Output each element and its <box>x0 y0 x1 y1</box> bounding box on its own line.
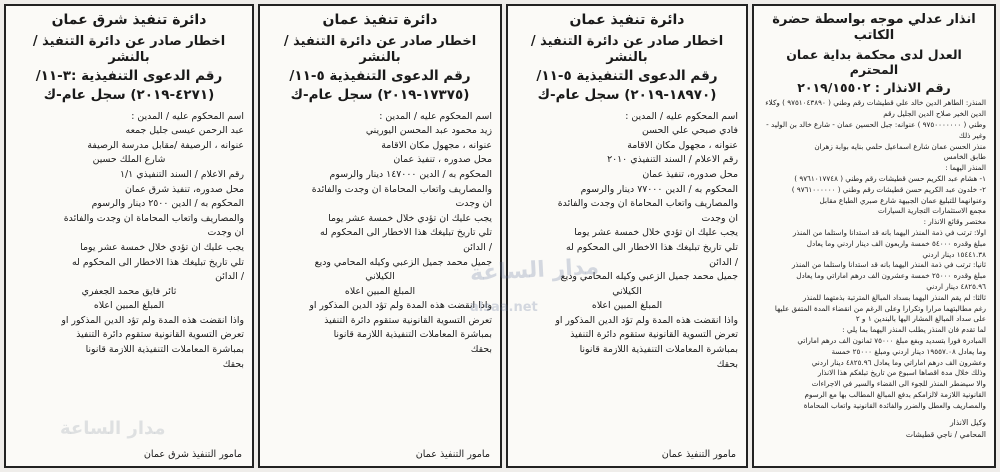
notice-line: واذا انقضت هذه المدة ولم تؤد الدين المذكور او <box>309 300 492 312</box>
legal-notice-column <box>752 4 996 468</box>
debtor-name: عبد الرحمن عيسى جليل جمعه <box>125 125 244 137</box>
notice-heading-line-1: انذار عدلي موجه بواسطة حضرة الكاتب <box>772 12 976 44</box>
notice-line: / الدائن <box>463 241 492 253</box>
notice-line: / الدائن <box>709 256 738 268</box>
notice-line: اسم المحكوم عليه / المدين : <box>379 110 492 122</box>
watermark-arabic: مدار الساعة <box>469 254 600 287</box>
notice-subtitle: اخطار صادر عن دائرة التنفيذ / بالنشر <box>32 33 226 65</box>
notice-line: رقم الاعلام / السند التنفيذي ٢٠١٠ <box>607 154 738 166</box>
notice-line: واذا انقضت هذه المدة ولم تؤد الدين المذكور او <box>555 314 738 326</box>
notice-line: / الدائن <box>215 271 244 283</box>
notice-line: المحكوم به / الدين ٢٥٠٠ دينار والرسوم <box>91 198 244 210</box>
execution-officer: مامور التنفيذ شرق عمان <box>143 449 242 460</box>
notice-line: المبلغ المبين اعلاه <box>591 300 663 312</box>
notice-line: الكيلاني <box>365 271 395 283</box>
notice-line: والمصاريف واتعاب المحاماة ان وجدت والفائدة <box>311 183 492 195</box>
notice-line: ثانيا: ترتب في ذمة المنذر اليهما بانه قد استدانا واستلما من المنذر <box>791 260 986 270</box>
notice-body <box>762 98 986 411</box>
case-register: (٤٢٧١-٢٠١٩) سجل عام-ك <box>43 86 215 103</box>
notice-line: المبلغ المبين اعلاه <box>344 285 416 297</box>
execution-notice-column <box>258 4 502 468</box>
notice-heading-line-2: العدل لدى محكمة بداية عمان المحترم <box>786 46 962 78</box>
notice-line: ١- هشام عبد الكريم حسن قطيشات رقم وطني ( ٩٧٦١٠١٧٧٤٨ ) <box>794 173 986 183</box>
notice-line: ٤٨٢٥.٩٦ دينار اردني <box>926 281 986 291</box>
notice-line: اولا: ترتب في ذمة المنذر اليهما بانه قد استدانا واستلما من المنذر <box>792 227 986 237</box>
notice-line: والا سيضطر المنذر للجوء الى القضاء والسير في الاجراءات <box>811 379 986 389</box>
notice-line: المبادرة فورا بتسديد وبفع مبلغ ٧٥٠٠٠ ثمانون الف درهم اماراتي <box>797 335 986 345</box>
case-register: (١٧٣٧٥-٢٠١٩) سجل عام-ك <box>290 86 470 103</box>
notice-line: تلي تاريخ تبليغك هذا الاخطار الى المحكوم له <box>71 256 244 268</box>
notice-line: مبلغ وقدره ٥٤٠٠٠ خمسة واربعون الف دينار اردني وما يعادل <box>806 238 986 248</box>
notice-line: محل صدوره، تنفيذ عمان <box>642 169 738 181</box>
notice-line: المحكوم به / الدين ١٤٧٠٠٠ دينار والرسوم <box>329 169 492 181</box>
notice-line: منذر الحسن عمان شارع اسماعيل حلمي بنايه بوابة زهران <box>814 141 986 151</box>
notice-body <box>516 110 738 372</box>
watermark-latin: alsaa.net <box>470 300 538 315</box>
notice-line: تعرض التسوية القانونية ستقوم دائرة التنفيذ <box>76 329 244 341</box>
department-title: دائرة تنفيذ شرق عمان <box>51 12 207 28</box>
notice-line: عنوانه ، الرصيفة /مقابل مدرسة الرصيفة <box>87 139 244 151</box>
notice-line: اسم المحكوم عليه / المدين : <box>625 110 738 122</box>
notice-line: المبلغ المبين اعلاه <box>93 300 165 312</box>
notice-line: يجب عليك ان تؤدي خلال خمسة عشر يوما <box>574 227 738 239</box>
execution-officer: مامور التنفيذ عمان <box>661 449 736 460</box>
notice-line: عنوانه ، مجهول مكان الاقامة <box>627 139 738 151</box>
execution-notice-column <box>4 4 254 468</box>
notice-line: رغم مطالبتهما مرارا وتكرارا وعلى الرغم من انقضاء المدة المتفق عليها <box>774 303 986 313</box>
notice-line: ان وجدت <box>207 227 244 239</box>
notice-line: بحقك <box>716 358 738 370</box>
notice-line: والمصاريف واتعاب المحاماة ان وجدت والفائدة <box>557 198 738 210</box>
notice-line: الكيلاني <box>612 285 642 297</box>
notice-line: بمباشرة المعاملات التنفيذية اللازمة قانونا <box>333 329 492 341</box>
notice-body <box>14 110 244 372</box>
notice-subtitle: اخطار صادر عن دائرة التنفيذ / بالنشر <box>530 33 724 65</box>
notice-line: لما تقدم فان المنذر يطلب المنذر اليهما بما يلي : <box>842 325 986 335</box>
execution-notice-column <box>506 4 748 468</box>
notice-line: بمباشرة المعاملات التنفيذية اللازمة قانونا <box>579 344 738 355</box>
notice-line: تعرض التسوية القانونية ستقوم دائرة التنفيذ <box>324 314 492 326</box>
notice-line: وما يعادل ١٩٥٥٧.٠٨ دينار اردني ومبلغ ٢٥٠٠٠ خمسة <box>831 346 986 356</box>
case-number: رقم الدعوى التنفيذية ٥-١١/ <box>289 68 471 84</box>
department-title: دائرة تنفيذ عمان <box>569 12 685 28</box>
notice-line: يجب عليك ان تؤدي خلال خمسة عشر يوما <box>328 212 492 224</box>
notice-line: مبلغ وقدره ٢٥٠٠٠ خمسة وعشرون الف درهم اماراتي وما يعادل <box>796 271 986 281</box>
department-title: دائرة تنفيذ عمان <box>322 12 438 28</box>
notice-line: وطني ( ٩٧٥٠٠٠٠٠٠٠ ) عنوانه: جبل الحسين عمان - شارع خالد بن الوليد - وغير ذلك <box>766 119 986 140</box>
notice-line: وذلك خلال مدة اقصاها اسبوع من تاريخ تبلغكم هذا الانذار <box>817 368 986 378</box>
notice-line: والمصاريف واتعاب المحاماة ان وجدت والفائدة <box>63 212 244 224</box>
notice-line: على سداد المبالغ المشار اليها بالبندين ١ و ٢ <box>855 314 986 324</box>
notice-line: تلي تاريخ تبليغك هذا الاخطار الى المحكوم له <box>565 241 738 253</box>
debtor-name: فادي صبحي علي الحسن <box>642 125 738 137</box>
notice-body <box>268 110 492 358</box>
notice-line: محل صدوره ، تنفيذ عمان <box>393 154 492 166</box>
notice-line: عنوانه ، مجهول مكان الاقامة <box>381 139 492 151</box>
creditor-name: جميل محمد جميل الزعبي وكيله المحامي وديع <box>560 271 738 283</box>
notice-line: شارع الملك حسين <box>92 154 166 166</box>
notice-subtitle: اخطار صادر عن دائرة التنفيذ / بالنشر <box>283 33 477 65</box>
notice-line: اسم المحكوم عليه / المدين : <box>131 110 244 122</box>
signature-name: المحامي / ناجي قطيشات <box>905 429 986 439</box>
notice-line: رقم الاعلام / السند التنفيذي ١/١ <box>119 169 244 181</box>
case-register: (١٨٩٧٠-٢٠١٩) سجل عام-ك <box>537 86 717 103</box>
notice-line: والمصاريف والعطل والضرر والفائدة القانونية واتعاب المحاماة <box>803 400 986 410</box>
notice-line: وعنوانهما للتبليغ عمان الجبيهة شارع صبري الطباع مقابل <box>819 195 986 205</box>
notice-line: يجب عليك ان تؤدي خلال خمسة عشر يوما <box>80 241 244 253</box>
notice-line: القانونية اللازمة لالزامكم بدفع المبالغ المطالب بها مع الرسوم <box>804 389 986 399</box>
notice-line: ان وجدت <box>455 198 492 210</box>
notice-signature <box>762 417 986 440</box>
notice-line: بمباشرة المعاملات التنفيذية اللازمة قانونا <box>85 344 244 355</box>
notice-line: طابق الخامس <box>943 152 986 162</box>
notice-line: ثالثا: لم يقم المنذر اليهما بسداد المبالغ المترتبة بذمتهما للمنذر <box>802 292 986 302</box>
case-number: رقم الدعوى التنفيذية ٥-١١/ <box>536 68 718 84</box>
notice-line: بحقك <box>222 358 244 370</box>
notice-line: المحكوم به / الدين ٧٧٠٠٠ دينار والرسوم <box>580 183 738 195</box>
creditor-name: ثائر فايق محمد الجعفري <box>81 285 177 297</box>
creditor-name: جميل محمد جميل الزعبي وكيله المحامي وديع <box>314 256 492 268</box>
notice-line: ٢- خلدون عبد الكريم حسن قطيشات رقم وطني ( ٩٧٦١٠٠٠٠٠٠ ) <box>791 184 986 194</box>
notice-line: محل صدوره، تنفيذ شرق عمان <box>125 183 244 195</box>
watermark-arabic-small: مدار الساعة <box>60 418 166 439</box>
case-number: رقم الدعوى التنفيذية :٣-١١/ <box>35 68 223 84</box>
notice-line: وعشرون الف درهم اماراتي وما يعادل ٤٨٢٥.٩٦ دينار اردني <box>811 357 986 367</box>
notice-line: واذا انقضت هذه المدة ولم تؤد الدين المذكور او <box>61 314 244 326</box>
notice-line: ١٥٤٤١.٣٨ دينار اردني <box>922 249 986 259</box>
signature-title: وكيل الانذار <box>949 418 986 428</box>
notice-line: بحقك <box>470 344 492 355</box>
notice-line: مختصر وقائع الانذار : <box>923 217 986 227</box>
debtor-name: زيد محمود عبد المحسن اليوريني <box>365 125 492 137</box>
notice-line: ان وجدت <box>701 212 738 224</box>
notice-line: تلي تاريخ تبليغك هذا الاخطار الى المحكوم له <box>319 227 492 239</box>
notice-number: رقم الانذار : ٢٠١٩/١٥٥٠٢ <box>797 79 951 95</box>
notice-line: تعرض التسوية القانونية ستقوم دائرة التنفيذ <box>570 329 738 341</box>
notice-line: المنذر اليهما : <box>945 163 986 173</box>
notice-line: المنذر: الطاهر الدين خالد علي قطيشات رقم وطني ( ٩٧٥١٠٤٣٨٩٠ ) وكلاء الدين الخير صلاح الدين الجليل رقم <box>765 98 986 119</box>
execution-officer: مامور التنفيذ عمان <box>415 449 490 460</box>
notice-line: مجمع الاستثمارات التجارية السيارات <box>877 206 986 216</box>
